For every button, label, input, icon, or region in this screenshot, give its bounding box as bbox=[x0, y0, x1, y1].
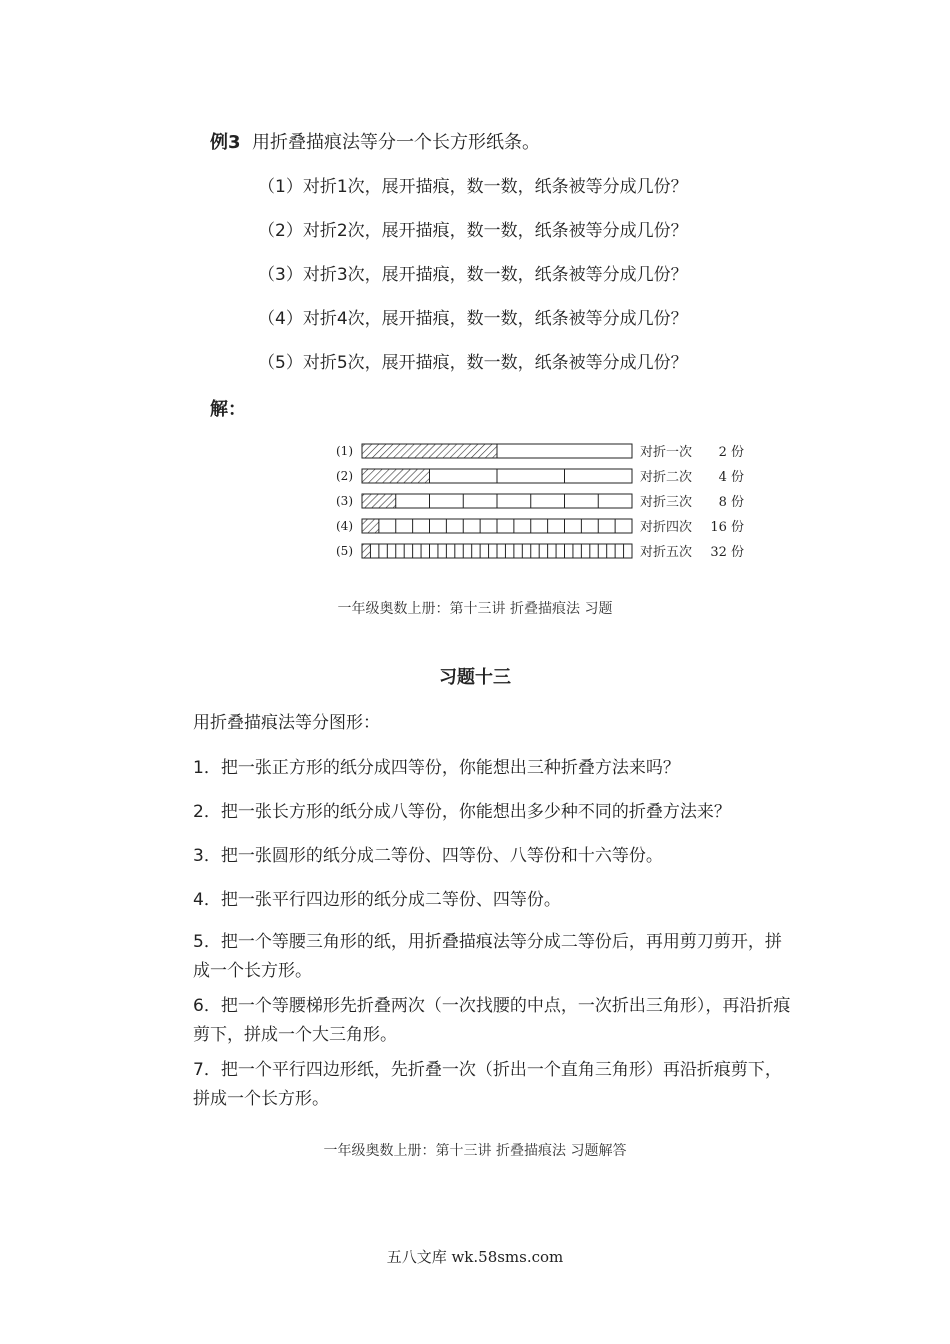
part-count-text: 4 份 bbox=[718, 470, 744, 485]
caption-lesson-answers: 一年级奥数上册：第十三讲 折叠描痕法 习题解答 bbox=[323, 1143, 627, 1159]
folding-diagram bbox=[330, 436, 760, 566]
question-1: （1）对折1次，展开描痕，数一数，纸条被等分成几份？ bbox=[258, 177, 688, 197]
question-3: （3）对折3次，展开描痕，数一数，纸条被等分成几份？ bbox=[258, 265, 688, 285]
site-footer: 五八文库 wk.58sms.com bbox=[386, 1248, 564, 1266]
fold-count-text: 对折二次 bbox=[640, 470, 693, 485]
row-label: (3) bbox=[336, 494, 353, 508]
hatched-part bbox=[362, 469, 430, 483]
example-title: 用折叠描痕法等分一个长方形纸条。 bbox=[251, 132, 540, 153]
exercise-title: 习题十三 bbox=[439, 667, 511, 688]
example-label: 例3 bbox=[210, 132, 241, 153]
part-count-text: 16 份 bbox=[710, 520, 744, 535]
example-heading bbox=[210, 128, 540, 154]
exercise-intro: 用折叠描痕法等分图形： bbox=[193, 713, 380, 733]
row-label: (1) bbox=[336, 444, 353, 458]
exercise-item-5: 5．把一个等腰三角形的纸，用折叠描痕法等分成二等份后，再用剪刀剪开，拼成一个长方形。 bbox=[193, 932, 782, 981]
part-count-text: 8 份 bbox=[718, 495, 744, 510]
fold-count-text: 对折四次 bbox=[640, 520, 693, 535]
exercise-item-6: 6．把一个等腰梯形先折叠两次（一次找腰的中点，一次折出三角形），再沿折痕剪下，拼成一个大三角形。 bbox=[193, 996, 791, 1045]
question-2: （2）对折2次，展开描痕，数一数，纸条被等分成几份？ bbox=[258, 221, 688, 241]
row-label: (2) bbox=[336, 469, 353, 483]
part-count-text: 2 份 bbox=[718, 445, 744, 460]
fold-count-text: 对折三次 bbox=[640, 495, 693, 510]
hatched-part bbox=[362, 444, 497, 458]
question-5: （5）对折5次，展开描痕，数一数，纸条被等分成几份？ bbox=[258, 353, 688, 373]
fold-count-text: 对折一次 bbox=[640, 445, 693, 460]
solution-label: 解： bbox=[210, 399, 246, 420]
exercise-item-7: 7．把一个平行四边形纸，先折叠一次（折出一个直角三角形）再沿折痕剪下，拼成一个长方形。 bbox=[193, 1060, 782, 1109]
hatched-part bbox=[362, 494, 396, 508]
exercise-item-4: 4．把一张平行四边形的纸分成二等份、四等份。 bbox=[193, 890, 561, 910]
hatched-part bbox=[362, 519, 379, 533]
row-label: (5) bbox=[336, 544, 353, 558]
question-4: （4）对折4次，展开描痕，数一数，纸条被等分成几份？ bbox=[258, 309, 688, 329]
part-count-text: 32 份 bbox=[710, 545, 744, 560]
exercise-item-3: 3．把一张圆形的纸分成二等份、四等份、八等份和十六等份。 bbox=[193, 846, 663, 866]
fold-count-text: 对折五次 bbox=[640, 545, 693, 560]
hatched-part bbox=[362, 544, 370, 558]
exercise-item-1: 1．把一张正方形的纸分成四等份，你能想出三种折叠方法来吗？ bbox=[193, 758, 680, 778]
caption-lesson-exercises: 一年级奥数上册：第十三讲 折叠描痕法 习题 bbox=[337, 601, 613, 617]
exercise-item-2: 2．把一张长方形的纸分成八等份，你能想出多少种不同的折叠方法来？ bbox=[193, 802, 731, 822]
row-label: (4) bbox=[336, 519, 353, 533]
